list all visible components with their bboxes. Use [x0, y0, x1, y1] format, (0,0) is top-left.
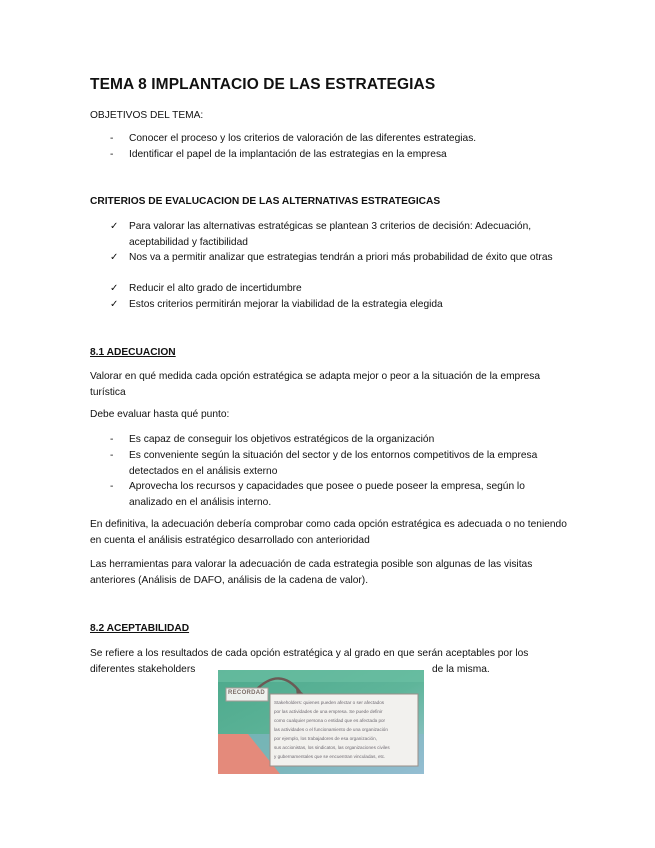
stakeholders-photo — [218, 670, 424, 774]
list-item: ✓ Reducir el alto grado de incertidumbre — [112, 281, 562, 297]
aceptabilidad-line-2-right: de la misma. — [432, 664, 490, 675]
list-item: ✓ Estos criterios permitirán mejorar la viabilidad de la estrategia elegida — [112, 297, 562, 313]
list-item: - Identificar el papel de la implantación de las estrategias en la empresa — [112, 147, 562, 163]
list-item: - Conocer el proceso y los criterios de valoración de las diferentes estrategias. — [112, 131, 562, 147]
list-item: - Es capaz de conseguir los objetivos estratégicos de la organización — [112, 432, 562, 448]
list-item: - Aprovecha los recursos y capacidades que posee o puede poseer la empresa, según lo analizado en el análisis interno. — [110, 481, 525, 508]
adecuacion-intro: Valorar en qué medida cada opción estratégica se adapta mejor o peor a la situación de la empresa turística — [90, 371, 541, 398]
aceptabilidad-line-2-left: diferentes stakeholders — [90, 664, 196, 675]
dash-bullet: - — [110, 133, 114, 144]
section-heading-aceptabilidad: 8.2 ACEPTABILIDAD — [90, 623, 190, 634]
aceptabilidad-line-1: Se refiere a los resultados de cada opción estratégica y al grado en que serán aceptables por los — [90, 648, 529, 659]
checkmark-icon: ✓ — [110, 252, 119, 263]
list-item: ✓ Nos va a permitir analizar que estrategias tendrán a priori más probabilidad de éxito que otras — [112, 250, 562, 266]
adecuacion-evaluate: Debe evaluar hasta qué punto: — [90, 409, 230, 420]
adecuacion-conclusion: En definitiva, la adecuación debería comprobar como cada opción estratégica es adecuada o no teniendo en cuenta el análisis estratégico desarrollado con anterioridad — [90, 519, 567, 546]
dash-bullet: - — [110, 149, 114, 160]
checkmark-icon: ✓ — [110, 299, 119, 310]
list-item: ✓ Para valorar las alternativas estratégicas se plantean 3 criterios de decisión: Adecuación, aceptabilidad y factibilidad — [110, 221, 532, 248]
checkmark-icon: ✓ — [110, 283, 119, 294]
section-heading-adecuacion: 8.1 ADECUACION — [90, 347, 176, 358]
list-item: - Es conveniente según la situación del sector y de los entornos competitivos de la empresa detectados en el análisis externo — [110, 450, 538, 477]
objectives-label: OBJETIVOS DEL TEMA: — [90, 110, 204, 121]
dash-bullet: - — [110, 434, 114, 445]
dash-bullet: - — [110, 450, 114, 461]
checkmark-icon: ✓ — [110, 221, 119, 232]
adecuacion-tools: Las herramientas para valorar la adecuación de cada estrategia posible son algunas de las visitas anteriores (Análisis de DAFO, análisis de la cadena de valor). — [90, 559, 533, 586]
photo-text: Stakeholders: quienes pueden afectar o ser afectados por las actividades de una empresa. Se puede definir como cualquier persona o entidad que es afectada por las actividades o el funcionamiento de una organización por ejemplo, los trabajadores de esa organización, sus accionistas, los sindicatos, las organizaciones civiles y gubernamentales que se encuentran vinculadas, etc. — [274, 700, 390, 759]
page-title: TEMA 8 IMPLANTACIO DE LAS ESTRATEGIAS — [90, 76, 436, 93]
photo-tag: RECORDAD — [228, 690, 266, 696]
criteria-heading: CRITERIOS DE EVALUCACION DE LAS ALTERNATIVAS ESTRATEGICAS — [90, 196, 441, 207]
dash-bullet: - — [110, 481, 114, 492]
